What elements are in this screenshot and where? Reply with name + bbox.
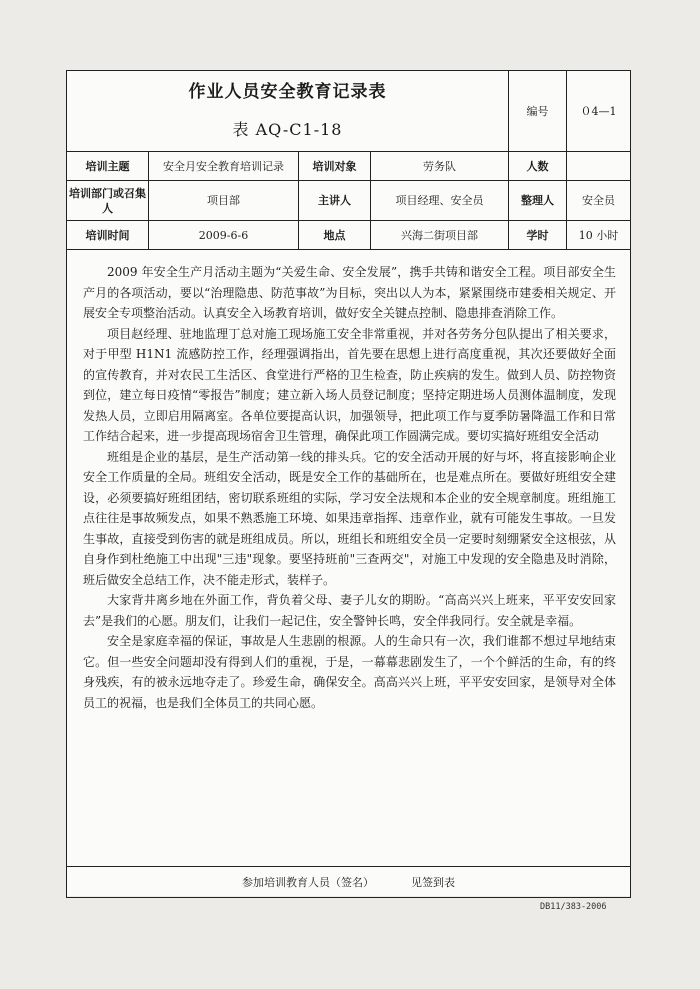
- standard-code: DB11/383-2006: [540, 902, 607, 912]
- form-code: 表 AQ-C1-18: [232, 120, 343, 139]
- count-label: 人数: [509, 152, 567, 181]
- form-title: 作业人员安全教育记录表: [188, 82, 387, 102]
- topic-label: 培训主题: [67, 152, 149, 181]
- signature-value: 见签到表: [411, 875, 455, 889]
- dept-label: 培训部门或召集人: [67, 181, 149, 221]
- signature-label: 参加培训教育人员（签名）: [242, 875, 374, 889]
- record-form-sheet: [66, 70, 630, 896]
- number-value: ０4—1: [567, 71, 631, 152]
- number-label: 编号: [509, 71, 567, 152]
- hours-value: 10 小时: [567, 221, 631, 250]
- signature-row: [67, 867, 631, 898]
- content-paragraph: 班组是企业的基层，是生产活动第一线的排头兵。它的安全活动开展的好与坏，将直接影响企业安全工作质量的全局。班组安全活动，既是安全工作的基础所在，也是难点所在。要做好班组安全建设，必须要搞好班组团结，密切联系班组的实际，学习安全法规和本企业的安全规章制度。班组施工点往往是事故频发点，如果不熟悉施工环境、如果违章指挥、违章作业，就有可能发生事故。一旦发生事故，直接受到伤害的就是班组成员。所以，班组长和班组安全员一定要时刻绷紧安全这根弦，从自身作到杜绝施工中出现"三违"现象。要坚持班前"三查两交"，对施工中发现的安全隐患及时消除，班后做安全总结工作，决不能走形式，装样子。: [83, 449, 616, 587]
- content-paragraph: 大家背井离乡地在外面工作，背负着父母、妻子儿女的期盼。“高高兴兴上班来，平平安安回家去”是我们的心愿。朋友们，让我们一起记住，安全警钟长鸣，安全伴我同行。安全就是幸福。: [83, 593, 616, 628]
- record-form-table: [66, 70, 631, 898]
- time-label: 培训时间: [67, 221, 149, 250]
- speaker-value: 项目经理、安全员: [371, 181, 509, 221]
- place-label: 地点: [299, 221, 371, 250]
- hours-label: 学时: [509, 221, 567, 250]
- count-value: [567, 152, 631, 181]
- target-label: 培训对象: [299, 152, 371, 181]
- content-paragraph: 2009 年安全生产月活动主题为“关爱生命、安全发展”，携手共铸和谐安全工程。项目部安全生产月的各项活动，要以“治理隐患、防范事故”为目标，突出以人为本，紧紧围绕市建委相关规定、开展安全专项整治活动。认真安全入场教育培训，做好安全关键点控制、隐患排查消除工作。: [83, 265, 616, 320]
- training-content: [67, 250, 631, 867]
- target-value: 劳务队: [371, 152, 509, 181]
- title-cell: [67, 71, 509, 152]
- topic-value: 安全月安全教育培训记录: [149, 152, 299, 181]
- time-value: 2009-6-6: [149, 221, 299, 250]
- speaker-label: 主讲人: [299, 181, 371, 221]
- organizer-value: 安全员: [567, 181, 631, 221]
- organizer-label: 整理人: [509, 181, 567, 221]
- content-paragraph: 安全是家庭幸福的保证，事故是人生悲剧的根源。人的生命只有一次，我们谁都不想过早地结束它。但一些安全问题却没有得到人们的重视，于是，一幕幕悲剧发生了，一个个鲜活的生命，有的终身残疾，有的被永远地夺走了。珍爱生命，确保安全。高高兴兴上班，平平安安回家，是领导对全体员工的祝福，也是我们全体员工的共同心愿。: [83, 634, 616, 710]
- dept-value: 项目部: [149, 181, 299, 221]
- place-value: 兴海二街项目部: [371, 221, 509, 250]
- content-paragraph: 项目赵经理、驻地监理丁总对施工现场施工安全非常重视，并对各劳务分包队提出了相关要求，对于甲型 H1N1 流感防控工作，经理强调指出，首先要在思想上进行高度重视，其次还要做好全面的宣传教育，并对农民工生活区、食堂进行严格的卫生检查，防止疾病的发生。做到人员、防控物资到位，建立每日疫情“零报告”制度；建立新入场人员登记制度；坚持定期进场人员测体温制度，发现发热人员，立即启用隔离室。各单位要提高认识，加强领导，把此项工作与夏季防暑降温工作和日常工作结合起来，进一步提高现场宿舍卫生管理，确保此项工作圆满完成。要切实搞好班组安全活动: [83, 326, 616, 443]
